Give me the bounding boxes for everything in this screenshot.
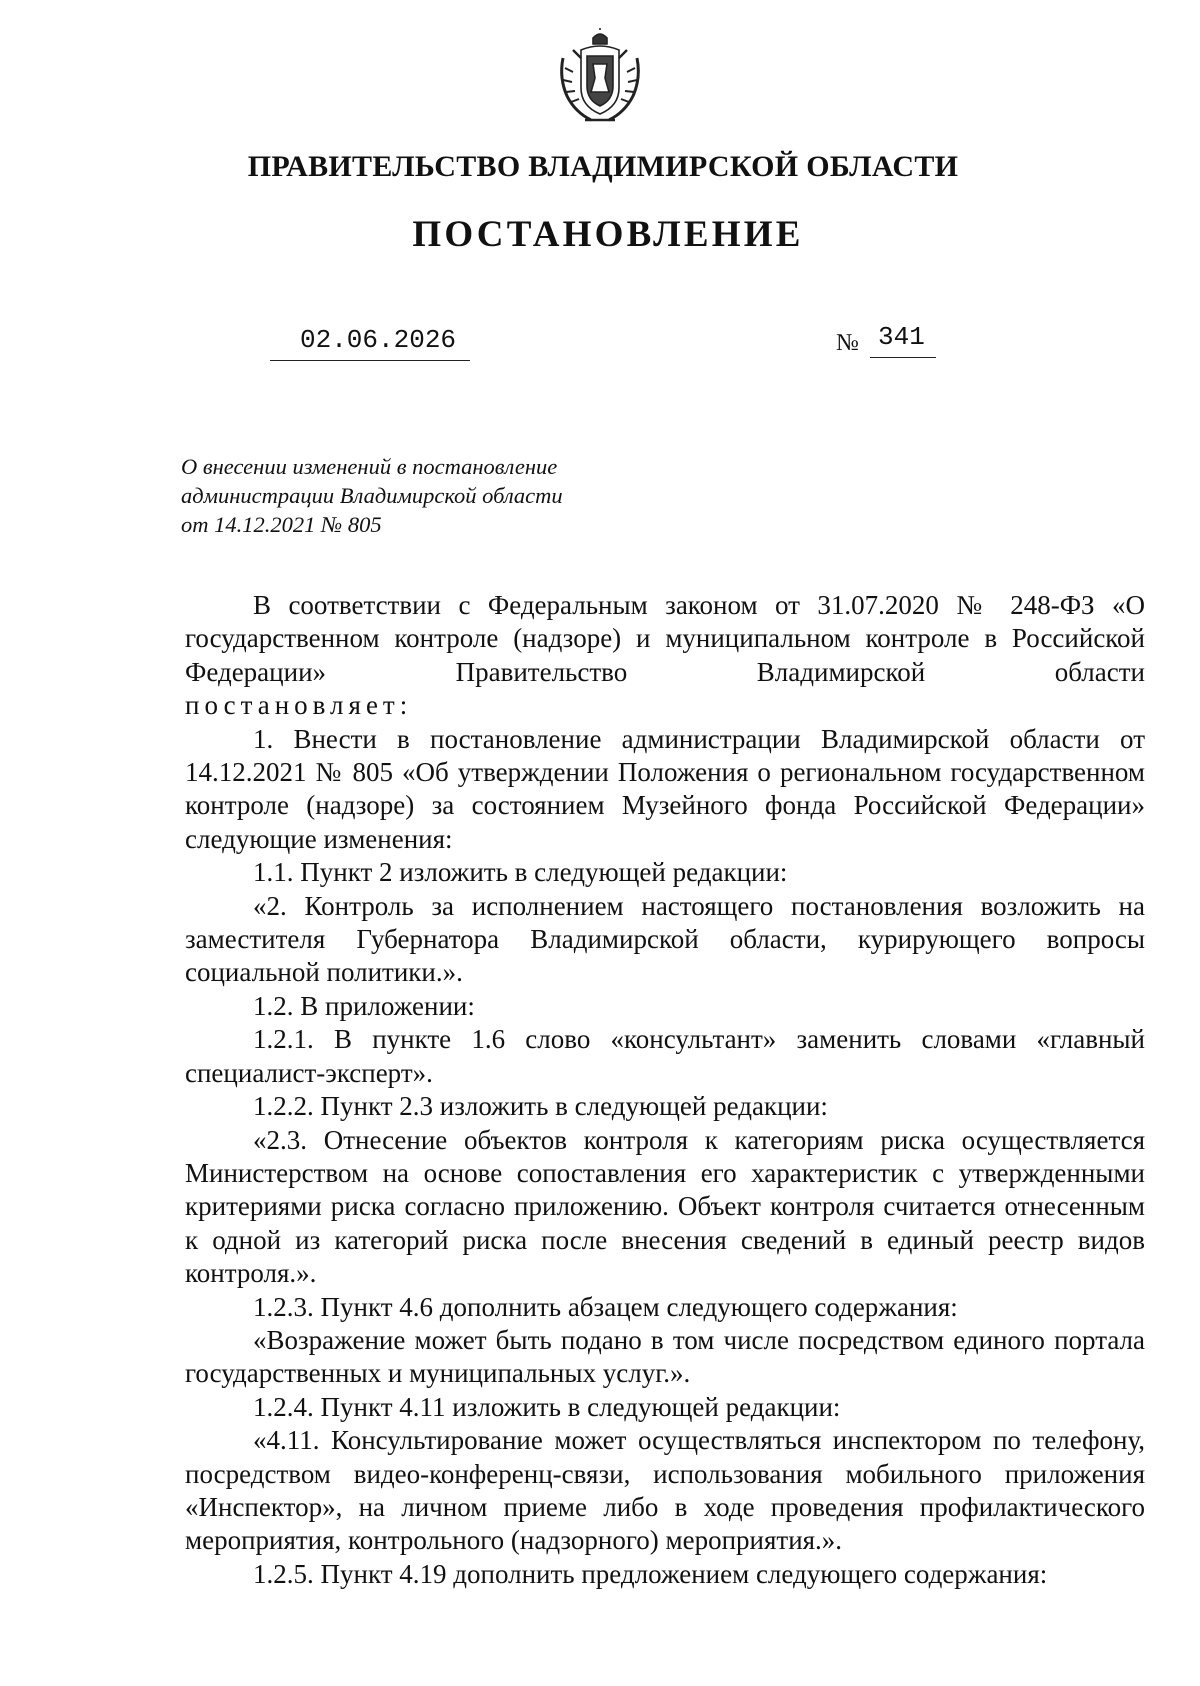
body-paragraph: «Возражение может быть подано в том числе посредством единого портала государственных и муниципальных услуг.». (185, 1324, 1145, 1389)
resolves-word: постановляет: (185, 690, 413, 721)
body-paragraph: «2.3. Отнесение объектов контроля к категориям риска осуществляется Министерством на основе сопоставления его характеристик с утвержденными критериями риска согласно приложению. Объект контроля считается отнесенным к одной из категорий риска после внесения сведений в единый реестр видов контроля.». (185, 1124, 1145, 1289)
body-paragraph: 1.2.1. В пункте 1.6 слово «консультант» заменить словами «главный специалист-эксперт». (185, 1024, 1145, 1088)
body-paragraph: 1. Внести в постановление администрации Владимирской области от 14.12.2021 № 805 «Об утверждении Положения о региональном государственном контроле (надзоре) за состоянием Музейного фонда Российской Федерации» следующие изменения: (185, 723, 1145, 854)
body-paragraph: 1.1. Пункт 2 изложить в следующей редакции: (253, 857, 788, 888)
subject-line: О внесении изменений в постановление (181, 454, 558, 479)
body-paragraph: 1.2. В приложении: (253, 990, 475, 1021)
body-paragraph: 1.2.3. Пункт 4.6 дополнить абзацем следующего содержания: (253, 1291, 958, 1322)
document-subject (181, 452, 621, 539)
body-paragraph: «4.11. Консультирование может осуществляться инспектором по телефону, посредством видео-конференц-связи, использования мобильного приложения «Инспектор», на личном приеме либо в ходе проведения профилактического мероприятия, контрольного (надзорного) мероприятия.». (185, 1425, 1145, 1556)
body-paragraph: 1.2.5. Пункт 4.19 дополнить предложением следующего содержания: (253, 1558, 1048, 1589)
document-date: 02.06.2026 (270, 325, 470, 361)
coat-of-arms-icon (557, 28, 643, 124)
body-paragraph: «2. Контроль за исполнением настоящего постановления возложить на заместителя Губернатора Владимирской области, курирующего вопросы социальной политики.». (185, 890, 1145, 988)
subject-line: от 14.12.2021 № 805 (181, 512, 382, 537)
document-number: 341 (870, 322, 936, 358)
subject-line: администрации Владимирской области (181, 483, 563, 508)
preamble-paragraph: В соответствии с Федеральным законом от 31.07.2020 № 248-ФЗ «О государственном контроле (надзоре) и муниципальном контроле в Российской Федерации» Правительство Владимирской области (185, 590, 1145, 687)
document-body (185, 589, 1145, 1591)
organization-title: ПРАВИТЕЛЬСТВО ВЛАДИМИРСКОЙ ОБЛАСТИ (247, 150, 959, 183)
body-paragraph: 1.2.2. Пункт 2.3 изложить в следующей редакции: (253, 1091, 828, 1122)
body-paragraph: 1.2.4. Пункт 4.11 изложить в следующей редакции: (253, 1391, 841, 1422)
number-label: № (836, 330, 859, 356)
document-type-title: ПОСТАНОВЛЕНИЕ (412, 214, 804, 255)
